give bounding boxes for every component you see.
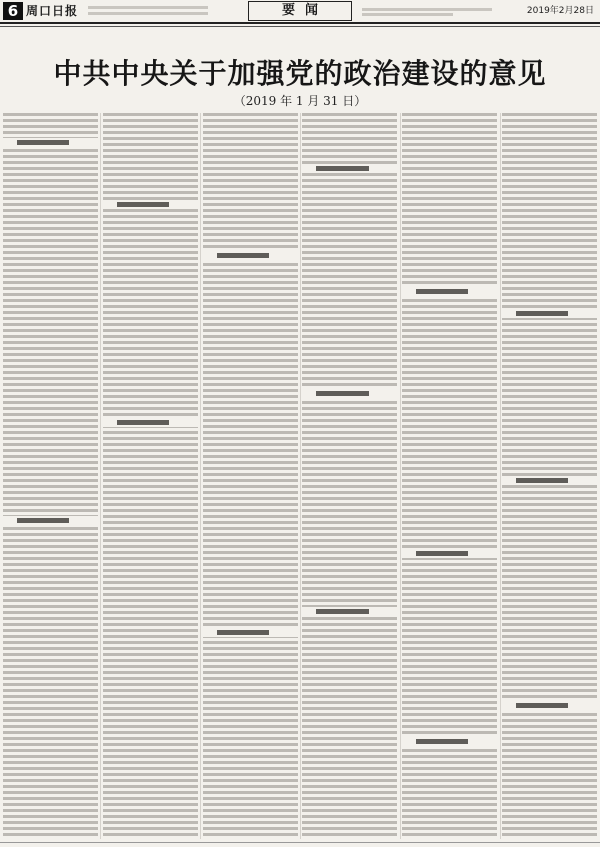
contact-info [362,6,492,14]
subsection-heading [302,607,397,616]
column-text-block [402,113,497,839]
article-title: 中共中央关于加强党的政治建设的意见 [53,57,547,90]
editor-info [88,3,238,17]
column-divider [300,113,301,839]
text-column [502,113,597,839]
subsection-heading [3,516,98,525]
text-column [3,113,98,839]
subsection-heading [402,549,497,558]
issue-date: 2019年2月28日 [526,6,594,16]
masthead-rule-thin [0,26,600,27]
subsection-heading [402,737,497,746]
column-text-block [103,113,198,839]
page-number: 6 [3,2,23,20]
masthead [0,0,600,22]
column-divider [100,113,101,839]
column-divider [400,113,401,839]
column-text-block [3,113,98,839]
subsection-heading [103,418,198,427]
subsection-heading [203,628,298,637]
column-divider [500,113,501,839]
column-text-block [302,113,397,839]
column-text-block [203,113,298,839]
masthead-rule [0,22,600,24]
article-date-subtitle: （2019 年 1 月 31 日） [233,94,367,108]
subsection-heading [203,251,298,260]
subsection-heading [502,476,597,485]
subsection-heading [3,138,98,147]
column-divider [200,113,201,839]
footer-rule [0,842,600,843]
subsection-heading [502,309,597,318]
subsection-heading [302,389,397,398]
subsection-heading [502,701,597,710]
section-tag: 要闻 [248,1,352,21]
article-body [3,113,597,839]
newspaper-name: 周口日报 [26,4,79,18]
text-column [103,113,198,839]
subsection-heading [302,164,397,173]
text-column [402,113,497,839]
subsection-heading [103,200,198,209]
text-column [302,113,397,839]
text-column [203,113,298,839]
subsection-heading [402,287,497,296]
